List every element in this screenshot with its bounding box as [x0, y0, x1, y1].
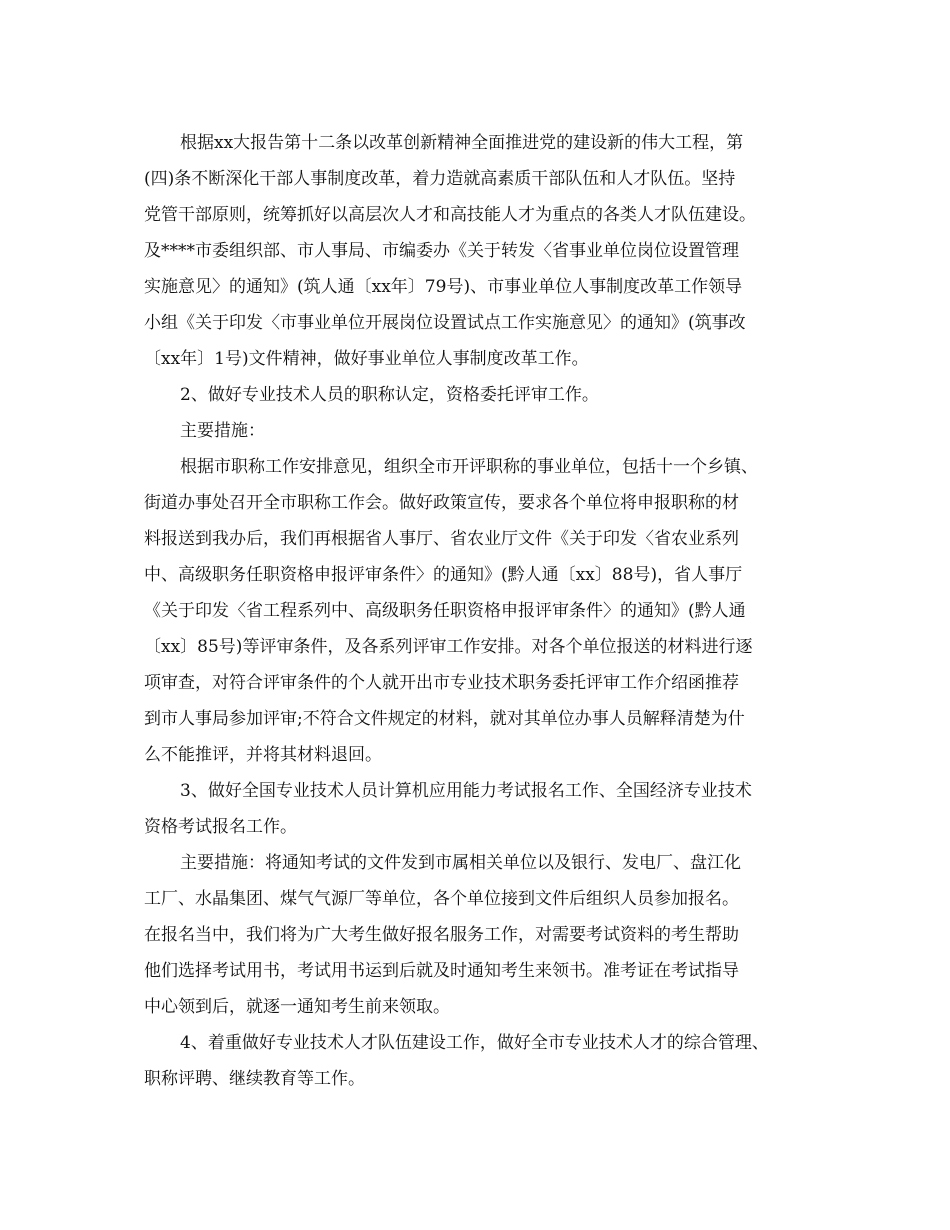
section-heading: 2、做好专业技术人员的职称认定，资格委托评审工作。 [180, 385, 599, 405]
text-line: 《关于印发〈省工程系列中、高级职务任职资格申报评审条件〉的通知》(黔人通 [144, 601, 746, 621]
text-line: 料报送到我办后，我们再根据省人事厅、省农业厅文件《关于印发〈省农业系列 [144, 529, 739, 549]
text-line: (四)条不断深化干部人事制度改革，着力造就高素质干部队伍和人才队伍。坚持 [144, 169, 736, 189]
text-line: 么不能推评，并将其材料退回。 [144, 745, 382, 765]
text-line: 党管干部原则，统筹抓好以高层次人才和高技能人才为重点的各类人才队伍建设。 [144, 205, 756, 225]
text-line: 〔xx〕85号)等评审条件，及各系列评审工作安排。对各个单位报送的材料进行逐 [144, 637, 753, 657]
text-line: 他们选择考试用书，考试用书运到后就及时通知考生来领书。准考证在考试指导 [144, 961, 739, 981]
section-heading: 3、做好全国专业技术人员计算机应用能力考试报名工作、全国经济专业技术 [180, 781, 752, 801]
text-line: 实施意见〉的通知》(筑人通〔xx年〕79号)、市事业单位人事制度改革工作领导 [144, 277, 743, 297]
text-line: 职称评聘、继续教育等工作。 [144, 1069, 365, 1089]
text-line: 根据xx大报告第十二条以改革创新精神全面推进党的建设新的伟大工程，第 [180, 133, 744, 153]
text-line: 到市人事局参加评审;不符合文件规定的材料，就对其单位办事人员解释清楚为什 [144, 709, 745, 729]
text-line: 〔xx年〕1号)文件精神，做好事业单位人事制度改革工作。 [144, 349, 589, 369]
text-line: 主要措施：将通知考试的文件发到市属相关单位以及银行、发电厂、盘江化 [180, 853, 741, 873]
text-line: 根据市职称工作安排意见，组织全市开评职称的事业单位，包括十一个乡镇、 [180, 457, 758, 477]
text-line: 在报名当中，我们将为广大考生做好报名服务工作，对需要考试资料的考生帮助 [144, 925, 739, 945]
text-line: 项审查，对符合评审条件的个人就开出市专业技术职务委托评审工作介绍函推荐 [144, 673, 739, 693]
text-line: 小组《关于印发〈市事业单位开展岗位设置试点工作实施意见〉的通知》(筑事改 [144, 313, 746, 333]
text-line: 资格考试报名工作。 [144, 817, 297, 837]
text-line: 街道办事处召开全市职称工作会。做好政策宣传，要求各个单位将申报职称的材 [144, 493, 739, 513]
text-line: 主要措施： [180, 421, 265, 441]
section-heading: 4、着重做好专业技术人才队伍建设工作，做好全市专业技术人才的综合管理、 [180, 1033, 769, 1053]
text-line: 中、高级职务任职资格申报评审条件〉的通知》(黔人通〔xx〕88号)，省人事厅 [144, 565, 743, 585]
text-line: 及****市委组织部、市人事局、市编委办《关于转发〈省事业单位岗位设置管理 [144, 241, 739, 261]
text-line: 工厂、水晶集团、煤气气源厂等单位，各个单位接到文件后组织人员参加报名。 [144, 889, 739, 909]
text-line: 中心领到后，就逐一通知考生前来领取。 [144, 997, 450, 1017]
